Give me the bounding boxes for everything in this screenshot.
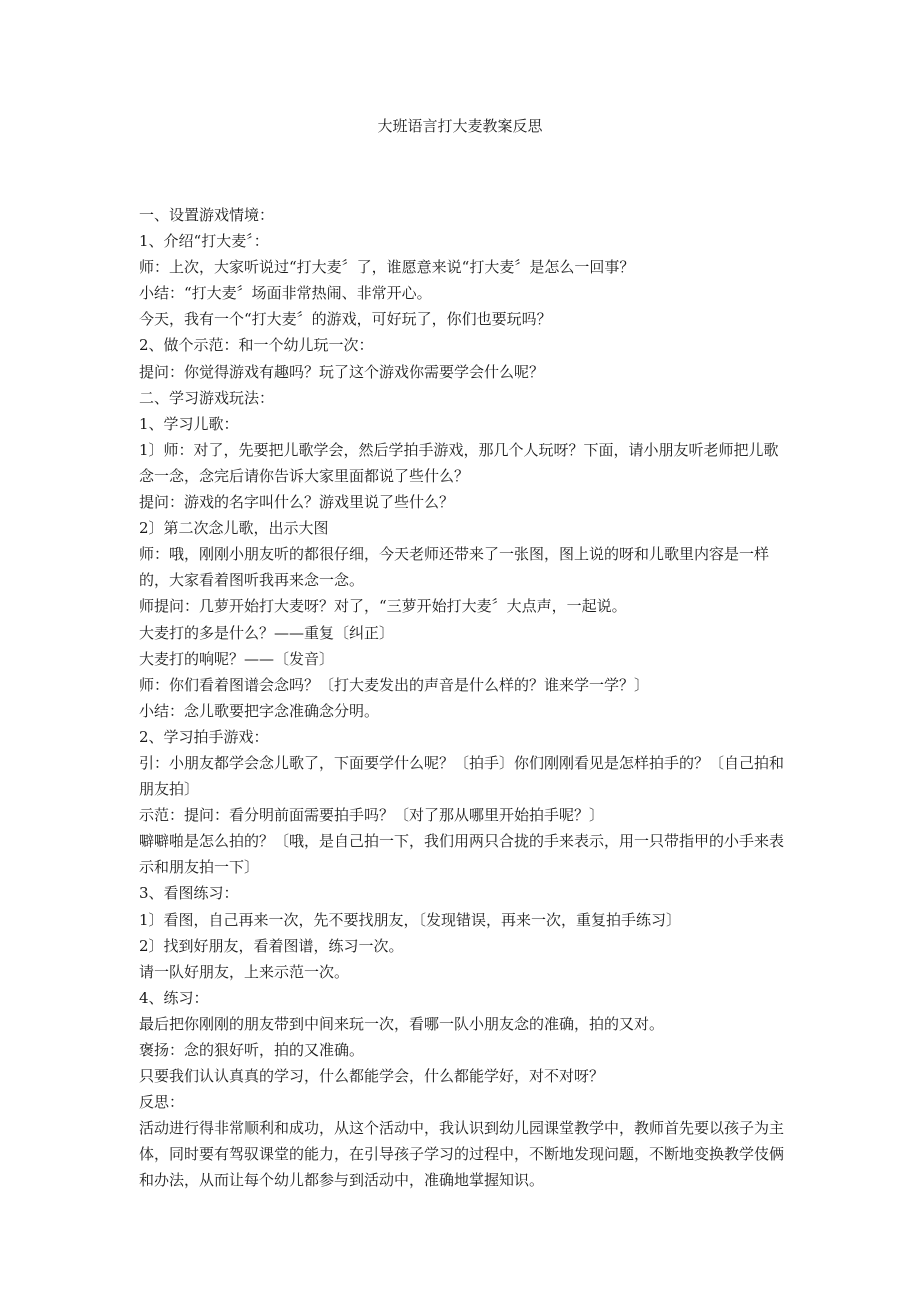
- paragraph: 师提问：几萝开始打大麦呀？对了，“三萝开始打大麦〞大点声，一起说。: [139, 597, 627, 616]
- paragraph: 2、学习拍手游戏：: [139, 727, 269, 746]
- paragraph: 4、练习：: [139, 988, 209, 1007]
- paragraph: 引：小朋友都学会念儿歌了，下面要学什么呢？〔拍手〕你们刚刚看见是怎样拍手的？〔自己拍和朋友拍〕: [139, 753, 785, 799]
- paragraph: 师：上次，大家听说过“打大麦〞了，谁愿意来说“打大麦〞是怎么一回事？: [139, 258, 635, 277]
- paragraph: 最后把你刚刚的朋友带到中间来玩一次，看哪一队小朋友念的准确，拍的又对。: [139, 1014, 665, 1033]
- paragraph: 3、看图练习：: [139, 884, 239, 903]
- paragraph: 反思：: [139, 1093, 185, 1112]
- paragraph: 1〕师：对了，先要把儿歌学会，然后学拍手游戏，那几个人玩呀？下面，请小朋友听老师把儿歌念一念，念完后请你告诉大家里面都说了些什么？: [139, 440, 779, 485]
- paragraph: 提问：游戏的名字叫什么？游戏里说了些什么？: [139, 493, 455, 512]
- paragraph: 1〕看图，自己再来一次，先不要找朋友，〔发现错误，再来一次，重复拍手练习〕: [139, 910, 682, 929]
- paragraph: 只要我们认认真真的学习，什么都能学会，什么都能学好，对不对呀？: [139, 1067, 605, 1086]
- paragraph: 1、介绍“打大麦〞：: [139, 232, 269, 251]
- paragraph: 示范：提问：看分明前面需要拍手吗？〔对了那从哪里开始拍手呢？〕: [139, 806, 605, 825]
- paragraph: 大麦打的多是什么？——重复〔纠正〕: [139, 623, 395, 642]
- paragraph: 噼噼啪是怎么拍的？〔哦，是自己拍一下，我们用两只合拢的手来表示，用一只带指甲的小手来表示和朋友拍一下〕: [139, 832, 785, 877]
- document-body: [139, 202, 789, 1194]
- paragraph: 2、做个示范：和一个幼儿玩一次：: [139, 336, 374, 355]
- paragraph: 二、学习游戏玩法：: [139, 388, 275, 407]
- paragraph: 师：哦，刚刚小朋友听的都很仔细，今天老师还带来了一张图，图上说的呀和儿歌里内容是一样的，大家看着图听我再来念一念。: [139, 545, 770, 590]
- paragraph: 提问：你觉得游戏有趣吗？玩了这个游戏你需要学会什么呢？: [139, 362, 545, 381]
- paragraph: 活动进行得非常顺利和成功，从这个活动中，我认识到幼儿园课堂教学中，教师首先要以孩子为主体，同时要有驾驭课堂的能力，在引导孩子学习的过程中，不断地发现问题，不断地变换教学伎俩和办法，从而让每个幼儿都参与到活动中，准确地掌握知识。: [139, 1119, 785, 1190]
- paragraph: 今天，我有一个“打大麦〞的游戏，可好玩了，你们也要玩吗？: [139, 310, 552, 329]
- paragraph: 2〕第二次念儿歌，出示大图: [139, 519, 329, 538]
- paragraph: 大麦打的响呢？——〔发音〕: [139, 649, 335, 668]
- document-title: 大班语言打大麦教案反思: [377, 117, 543, 135]
- paragraph: 2〕找到好朋友，看着图谱，练习一次。: [139, 936, 404, 955]
- paragraph: 小结：念儿歌要把字念准确念分明。: [139, 701, 380, 720]
- paragraph: 师：你们看着图谱会念吗？〔打大麦发出的声音是什么样的？谁来学一学？〕: [139, 675, 650, 694]
- paragraph: 一、设置游戏情境：: [139, 206, 275, 224]
- paragraph: 1、学习儿歌：: [139, 414, 239, 433]
- paragraph: 小结：“打大麦〞场面非常热闹、非常开心。: [139, 284, 432, 303]
- paragraph: 请一队好朋友，上来示范一次。: [139, 962, 350, 981]
- paragraph: 褒扬：念的狠好听，拍的又准确。: [139, 1041, 365, 1059]
